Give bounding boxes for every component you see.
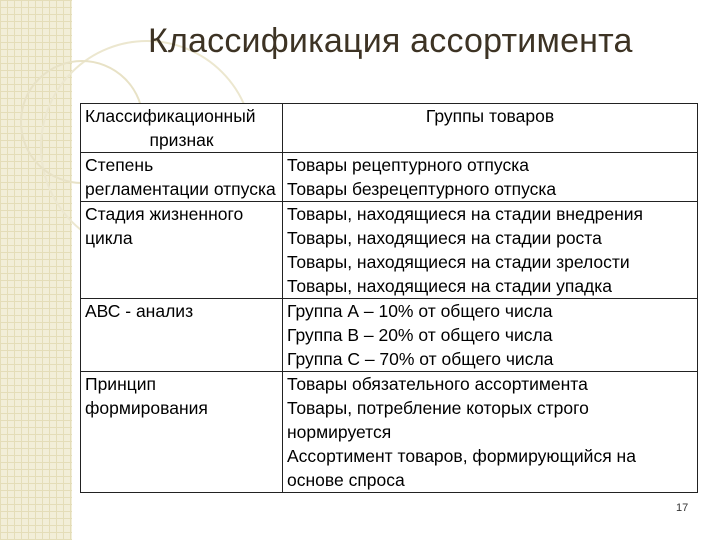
group-item: Группа В – 20% от общего числа bbox=[287, 325, 553, 345]
group-item: Товары рецептурного отпуска bbox=[287, 155, 529, 175]
table-row bbox=[81, 299, 698, 372]
slide-title: Классификация ассортимента bbox=[148, 22, 633, 60]
group-item: Товары, находящиеся на стадии роста bbox=[287, 228, 602, 248]
group-item: Товары, находящиеся на стадии упадка bbox=[287, 276, 613, 296]
header-criterion-line2: признак bbox=[149, 130, 214, 150]
table-row bbox=[81, 153, 698, 202]
page-number: 17 bbox=[676, 502, 689, 514]
groups-cell bbox=[283, 299, 698, 372]
group-item: Товары, находящиеся на стадии внедрения bbox=[287, 204, 643, 224]
group-item: Товары, потребление которых строго нормируется bbox=[287, 398, 589, 442]
group-item: Товары, находящиеся на стадии зрелости bbox=[287, 252, 630, 272]
table-row bbox=[81, 372, 698, 493]
groups-cell bbox=[283, 153, 698, 202]
criterion-cell: Стадия жизненного цикла bbox=[81, 202, 283, 299]
criterion-cell: Степень регламентации отпуска bbox=[81, 153, 283, 202]
group-item: Ассортимент товаров, формирующийся на основе спроса bbox=[287, 446, 636, 490]
header-groups: Группы товаров bbox=[283, 104, 698, 153]
criterion-cell: Принцип формирования bbox=[81, 372, 283, 493]
table-row bbox=[81, 202, 698, 299]
classification-table bbox=[80, 103, 698, 493]
group-item: Группа С – 70% от общего числа bbox=[287, 349, 554, 369]
header-criterion bbox=[81, 104, 283, 153]
criterion-cell: АВС - анализ bbox=[81, 299, 283, 372]
group-item: Группа А – 10% от общего числа bbox=[287, 301, 553, 321]
groups-cell bbox=[283, 202, 698, 299]
table-header-row bbox=[81, 104, 698, 153]
group-item: Товары безрецептурного отпуска bbox=[287, 179, 557, 199]
group-item: Товары обязательного ассортимента bbox=[287, 374, 588, 394]
header-criterion-line1: Классификационный bbox=[85, 106, 256, 126]
groups-cell bbox=[283, 372, 698, 493]
